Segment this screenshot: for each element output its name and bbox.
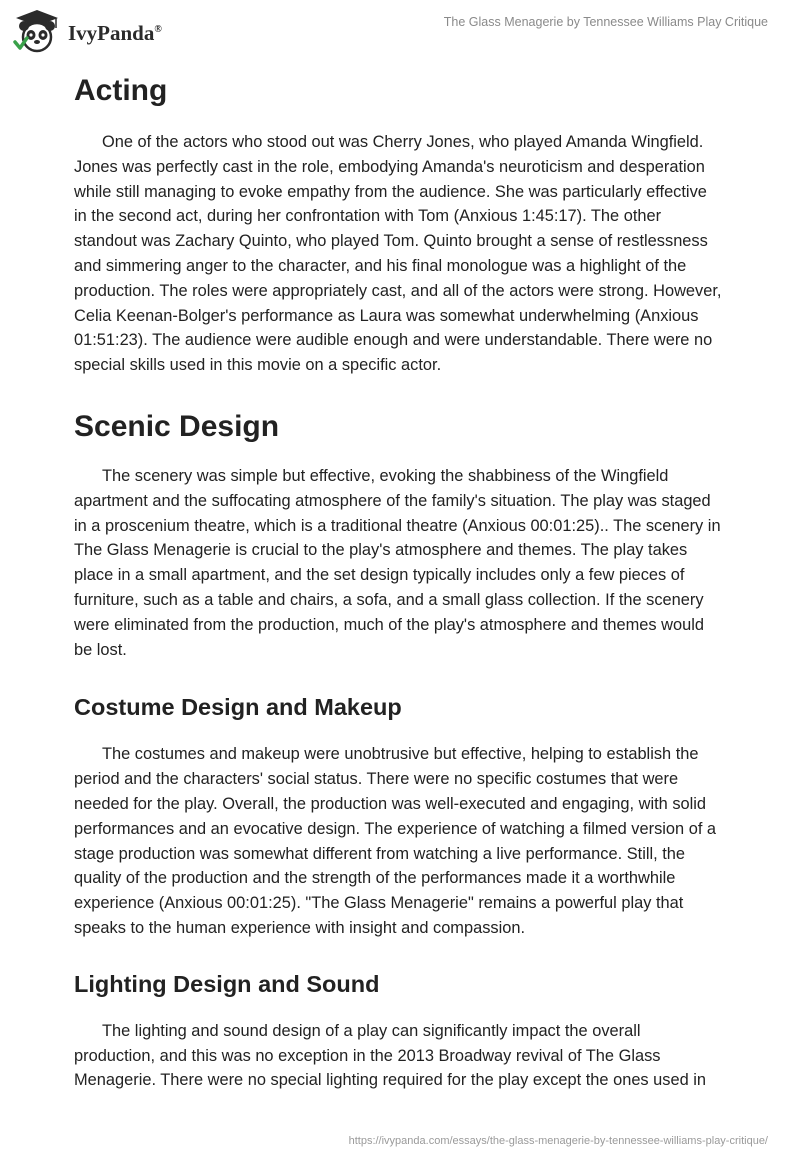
paragraph-lighting-design: The lighting and sound design of a play can significantly impact the overall production, and this was no exception in the 2013 Broadway revival of The Glass Menagerie. There were no special lighting required for the play except the ones used in — [74, 1021, 707, 1090]
page-header — [0, 0, 800, 62]
brand-logo[interactable] — [12, 8, 162, 54]
heading-costume-design: Costume Design and Makeup — [74, 694, 402, 721]
heading-scenic-design: Scenic Design — [74, 409, 280, 443]
brand-name: IvyPanda® — [68, 20, 162, 45]
document-title: The Glass Menagerie by Tennessee Williams Play Critique — [443, 15, 768, 29]
source-url-link[interactable]: https://ivypanda.com/essays/the-glass-menagerie-by-tennessee-williams-play-critique/ — [348, 1135, 768, 1147]
paragraph-acting: One of the actors who stood out was Cherry Jones, who played Amanda Wingfield. Jones was perfectly cast in the role, embodying Amanda's neuroticism and desperation while still managing to evoke empathy from the audience. She was particularly effective in the second act, during her confrontation with Tom (Anxious 1:45:17). The other standout was Zachary Quinto, who played Tom. Quinto brought a sense of restlessness and simmering anger to the character, and his final monologue was a highlight of the production. The roles were appropriately cast, and all of the actors were strong. However, Celia Keenan-Bolger's performance as Laura was somewhat underwhelming (Anxious 01:51:23). The audience were audible enough and were understandable. There were no special skills used in this movie on a specific actor. — [74, 133, 722, 375]
panda-logo-icon — [12, 8, 62, 54]
heading-lighting-design: Lighting Design and Sound — [74, 970, 380, 997]
paragraph-scenic-design: The scenery was simple but effective, evoking the shabbiness of the Wingfield apartment and the suffocating atmosphere of the family's situation. The play was staged in a proscenium theatre, which is a traditional theatre (Anxious 00:01:25).. The scenery in The Glass Menagerie is crucial to the play's atmosphere and themes. The play takes place in a small apartment, and the set design typically includes only a few pieces of furniture, such as a table and chairs, a sofa, and a small glass collection. If the scenery were eliminated from the production, much of the play's atmosphere and themes would be lost. — [74, 466, 721, 659]
heading-acting: Acting — [74, 74, 168, 107]
paragraph-costume-design: The costumes and makeup were unobtrusive but effective, helping to establish the period and the characters' social status. There were no specific costumes that were needed for the play. Overall, the production was well-executed and engaging, with solid performances and an evocative design. The experience of watching a filmed version of a stage production was somewhat different from watching a live performance. Still, the quality of the production and the strength of the performances made it a worthwhile experience (Anxious 00:01:25). "The Glass Menagerie" remains a powerful play that speaks to the human experience with insight and compassion. — [74, 745, 717, 937]
essay-content — [74, 72, 724, 1093]
